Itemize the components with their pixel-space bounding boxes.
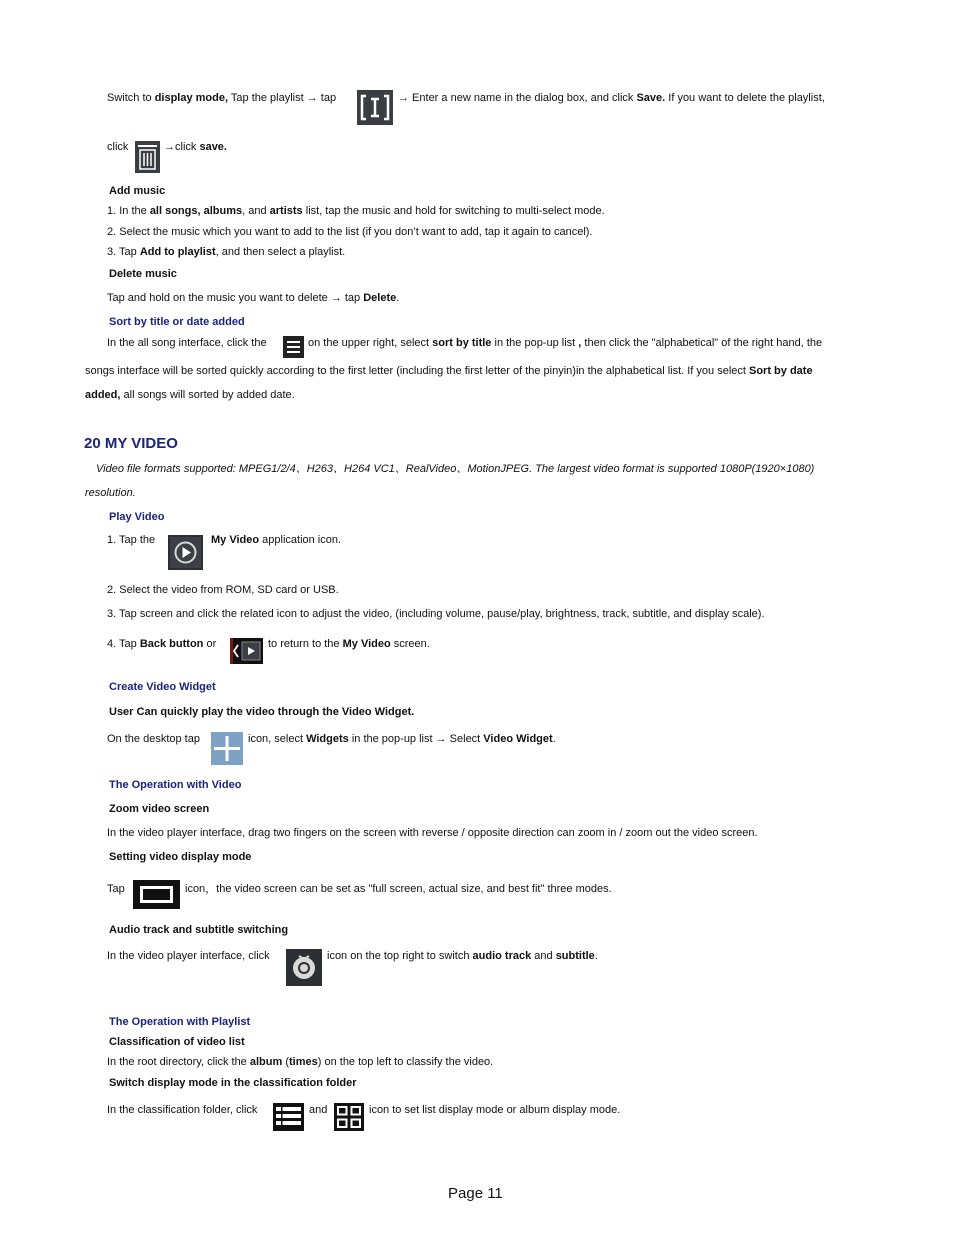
sort-line-1a: In the all song interface, click the xyxy=(107,337,267,349)
audio-line-b: icon on the top right to switch audio track and subtitle. xyxy=(327,950,598,962)
widget-heading: Create Video Widget xyxy=(109,681,216,693)
back-video-icon xyxy=(230,638,263,664)
section-title: 20 MY VIDEO xyxy=(84,435,178,452)
menu-icon xyxy=(283,336,304,358)
video-intro-2: resolution. xyxy=(85,487,136,499)
plus-icon xyxy=(211,732,243,765)
display-mode-heading: Setting video display mode xyxy=(109,851,252,863)
play-video-step-1b: My Video application icon. xyxy=(211,534,342,546)
play-video-step-2: 2. Select the video from ROM, SD card or USB. xyxy=(107,584,339,596)
play-video-step-4a: 4. Tap Back button or xyxy=(107,638,217,650)
play-video-step-4b: to return to the My Video screen. xyxy=(268,638,430,650)
sort-line-2: songs interface will be sorted quickly according to the first letter (including the first letter of the pinyin)in the alphabetical list. If you select Sort by date xyxy=(85,365,813,377)
sort-heading: Sort by title or date added xyxy=(109,316,245,328)
rename-icon xyxy=(357,90,393,125)
play-video-heading: Play Video xyxy=(109,511,165,523)
audio-line-a: In the video player interface, click xyxy=(107,950,270,962)
switch-mode-line-a: In the classification folder, click xyxy=(107,1104,258,1116)
sort-line-1b: on the upper right, select sort by title in the pop-up list , then click the "alphabetical" of the right hand, the xyxy=(308,337,823,349)
display-mode-line-a: Tap xyxy=(107,883,125,895)
add-music-step-3: 3. Tap Add to playlist, and then select a playlist. xyxy=(107,246,346,258)
sort-line-3: added, all songs will sorted by added date. xyxy=(85,389,295,401)
zoom-heading: Zoom video screen xyxy=(109,803,210,815)
delete-music-heading: Delete music xyxy=(109,268,177,280)
operation-playlist-heading: The Operation with Playlist xyxy=(109,1016,251,1028)
display-mode-icon xyxy=(133,880,180,909)
rename-playlist-text-2: → Enter a new name in the dialog box, and click Save. If you want to delete the playlist, xyxy=(398,92,825,104)
widget-bold-line: User Can quickly play the video through the Video Widget. xyxy=(109,706,415,718)
page-number: Page 11 xyxy=(448,1185,503,1202)
play-video-step-3: 3. Tap screen and click the related icon to adjust the video, (including volume, pause/play, brightness, track, subtitle, and display scale). xyxy=(107,608,765,620)
classification-heading: Classification of video list xyxy=(109,1036,245,1048)
trash-icon xyxy=(135,141,160,173)
audio-subtitle-icon xyxy=(286,949,322,986)
widget-line-b: icon, select Widgets in the pop-up list → Select Video Widget. xyxy=(248,733,556,745)
list-mode-icon xyxy=(273,1103,304,1131)
switch-mode-line-b: and xyxy=(309,1104,328,1116)
switch-mode-heading: Switch display mode in the classification folder xyxy=(109,1077,357,1089)
delete-music-line: Tap and hold on the music you want to delete → tap Delete. xyxy=(107,292,400,304)
zoom-line: In the video player interface, drag two fingers on the screen with reverse / opposite direction can zoom in / zoom out the video screen. xyxy=(107,827,758,839)
display-mode-line-b: icon，the video screen can be set as "full screen, actual size, and best fit" three modes. xyxy=(185,883,612,895)
play-video-step-1a: 1. Tap the xyxy=(107,534,156,546)
album-mode-icon xyxy=(334,1103,364,1131)
delete-playlist-text-2: →click save. xyxy=(164,141,227,153)
widget-line-a: On the desktop tap xyxy=(107,733,200,745)
classification-line: In the root directory, click the album (times) on the top left to classify the video. xyxy=(107,1056,494,1068)
rename-playlist-text: Switch to display mode, Tap the playlist → tap xyxy=(107,92,337,104)
add-music-step-2: 2. Select the music which you want to add to the list (if you don’t want to add, tap it again to cancel). xyxy=(107,226,593,238)
operation-video-heading: The Operation with Video xyxy=(109,779,242,791)
video-intro-1: Video file formats supported: MPEG1/2/4、H263、H264 VC1、RealVideo、MotionJPEG. The largest video format is supported 1080P(1920×1080) xyxy=(96,463,815,475)
add-music-heading: Add music xyxy=(109,185,166,197)
my-video-app-icon xyxy=(168,535,203,570)
delete-playlist-text: click xyxy=(107,141,129,153)
audio-heading: Audio track and subtitle switching xyxy=(109,924,289,936)
add-music-step-1: 1. In the all songs, albums, and artists list, tap the music and hold for switching to multi-select mode. xyxy=(107,205,605,217)
switch-mode-line-c: icon to set list display mode or album display mode. xyxy=(369,1104,621,1116)
